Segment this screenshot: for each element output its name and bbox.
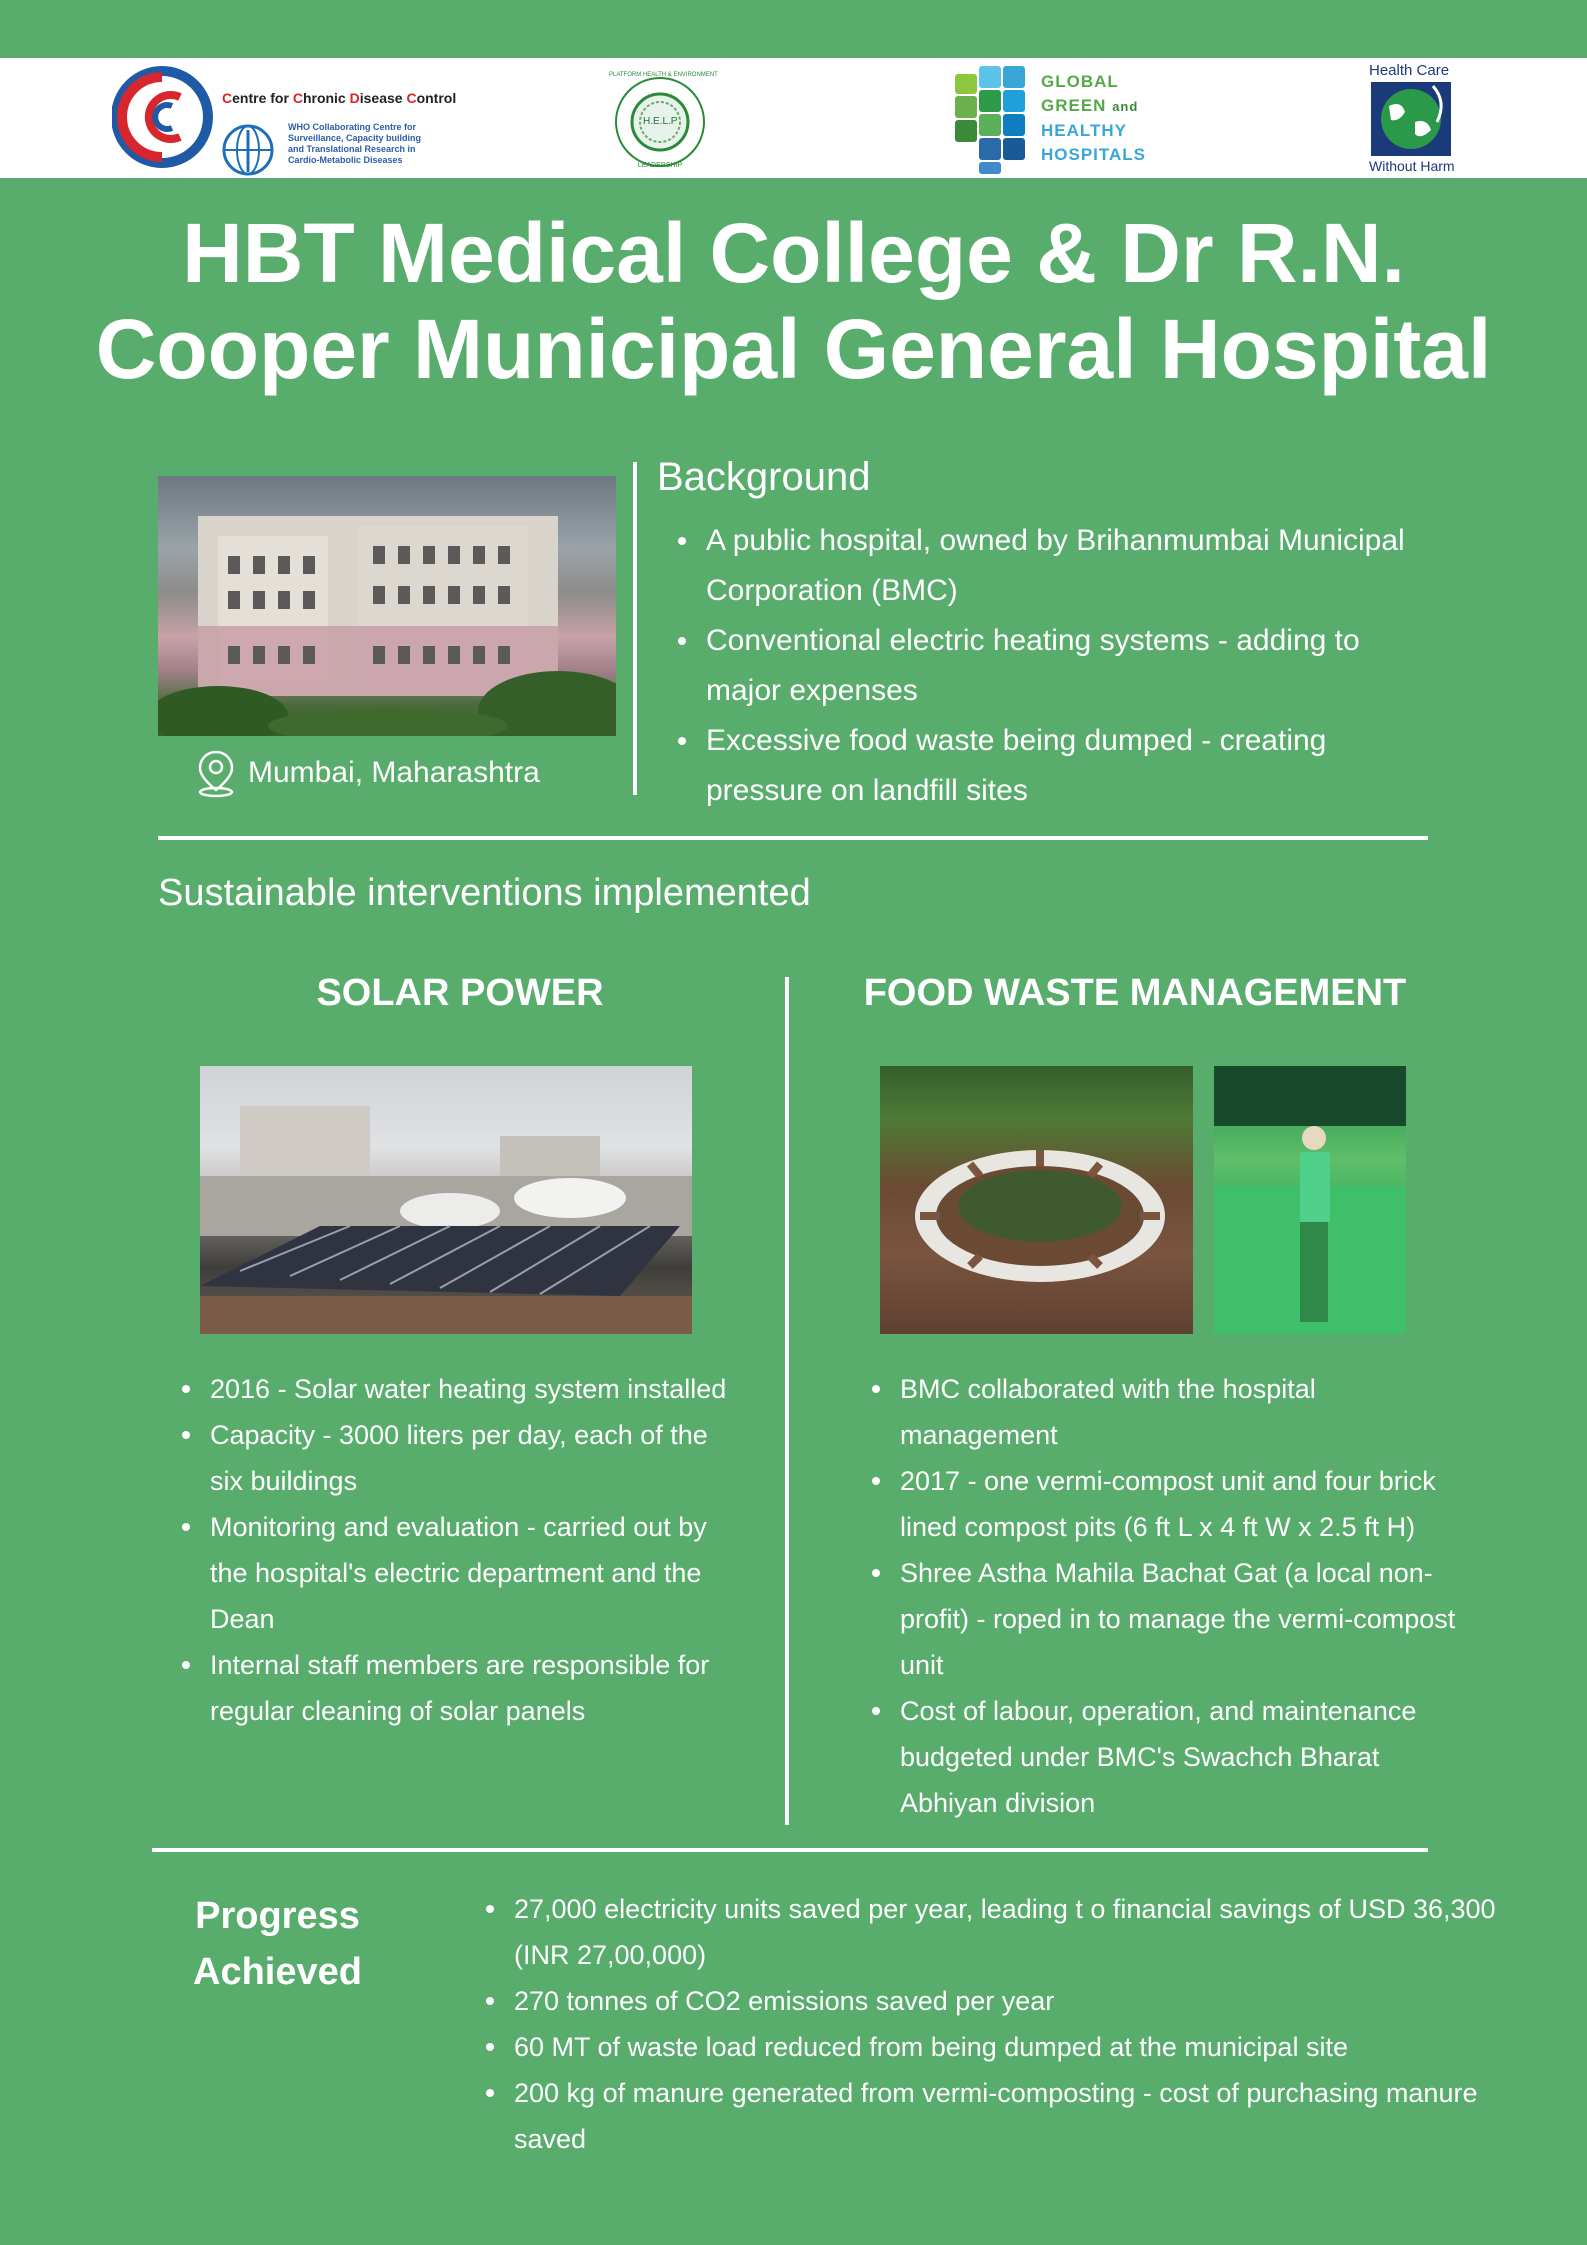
progress-title-line: Progress <box>195 1895 360 1937</box>
ccdc-name-p3: isease <box>359 90 407 106</box>
who-line: Cardio-Metabolic Diseases <box>288 155 403 165</box>
list-item: Conventional electric heating systems - adding to major expenses <box>672 616 1432 716</box>
location <box>196 748 540 798</box>
list-item: BMC collaborated with the hospital management <box>866 1366 1466 1458</box>
ccdc-logo <box>112 62 457 172</box>
progress-title-line: Achieved <box>193 1951 362 1993</box>
gghh-line2-word: GREEN <box>1041 96 1107 115</box>
map-pin-icon <box>196 748 236 798</box>
progress-title <box>170 1888 385 2000</box>
list-item: Monitoring and evaluation - carried out by the hospital's electric department and the Dean <box>176 1504 736 1642</box>
vermicompost-unit-photo <box>1214 1066 1406 1334</box>
ccdc-name-c4: C <box>406 90 417 106</box>
section-divider <box>158 836 1428 840</box>
gghh-text <box>1041 70 1146 167</box>
gghh-logo <box>955 64 1165 176</box>
list-item: Shree Astha Mahila Bachat Gat (a local non-profit) - roped in to manage the vermi-compost unit <box>866 1550 1466 1688</box>
interventions-heading: Sustainable interventions implemented <box>158 872 811 914</box>
list-item: 200 kg of manure generated from vermi-composting - cost of purchasing manure saved <box>480 2070 1500 2162</box>
help-ring-bottom: LEADERSHIP <box>637 162 683 169</box>
ccdc-name-c3: D <box>349 90 360 106</box>
list-item: 2016 - Solar water heating system installed <box>176 1366 736 1412</box>
list-item: Internal staff members are responsible for regular cleaning of solar panels <box>176 1642 736 1734</box>
progress-list <box>480 1886 1500 2162</box>
list-item: Excessive food waste being dumped - creating pressure on landfill sites <box>672 716 1432 816</box>
title-line: Cooper Municipal General Hospital <box>95 302 1492 396</box>
help-logo <box>605 72 718 172</box>
list-item: 60 MT of waste load reduced from being dumped at the municipal site <box>480 2024 1500 2070</box>
list-item: A public hospital, owned by Brihanmumbai Municipal Corporation (BMC) <box>672 516 1432 616</box>
list-item: 27,000 electricity units saved per year, leading t o financial savings of USD 36,300 (INR 27,00,000) <box>480 1886 1500 1978</box>
who-line: and Translational Research in <box>288 144 416 154</box>
who-emblem-icon <box>220 122 276 178</box>
food-list <box>866 1366 1466 1826</box>
solar-panels-photo <box>200 1066 692 1334</box>
list-item: 2017 - one vermi-compost unit and four brick lined compost pits (6 ft L x 4 ft W x 2.5 ft H) <box>866 1458 1466 1550</box>
hcwh-logo <box>1365 60 1480 178</box>
who-line: Surveillance, Capacity building <box>288 133 422 143</box>
gghh-line1: GLOBAL <box>1041 72 1119 91</box>
background-heading: Background <box>657 455 871 499</box>
page-title <box>40 205 1547 397</box>
gghh-line2-suffix: and <box>1112 99 1139 114</box>
location-text: Mumbai, Maharashtra <box>248 756 540 789</box>
who-line: WHO Collaborating Centre for <box>288 122 416 132</box>
solar-title: SOLAR POWER <box>316 972 604 1014</box>
gghh-line4: HOSPITALS <box>1041 145 1147 164</box>
ccdc-emblem-icon <box>112 62 222 172</box>
compost-pit-photo <box>880 1066 1193 1334</box>
background-list <box>672 516 1432 816</box>
gghh-line3: HEALTHY <box>1041 121 1128 140</box>
gghh-line2 <box>1041 94 1146 119</box>
ccdc-name <box>222 90 456 106</box>
section-divider <box>152 1848 1428 1852</box>
ccdc-name-c2: C <box>292 90 303 106</box>
ccdc-name-p1: entre for <box>232 90 293 106</box>
globe-stethoscope-icon <box>1371 82 1451 156</box>
ccdc-name-p2: hronic <box>302 90 350 106</box>
food-title: FOOD WASTE MANAGEMENT <box>863 972 1407 1014</box>
background-divider <box>633 462 637 795</box>
help-center-text: H.E.L.P <box>643 116 678 127</box>
hospital-building-photo <box>158 476 616 736</box>
ccdc-name-c1: C <box>222 90 233 106</box>
list-item: 270 tonnes of CO2 emissions saved per year <box>480 1978 1500 2024</box>
solar-list <box>176 1366 736 1734</box>
ccdc-name-p4: ontrol <box>416 90 457 106</box>
gghh-mosaic-icon <box>955 64 1027 176</box>
list-item: Capacity - 3000 liters per day, each of the six buildings <box>176 1412 736 1504</box>
column-divider <box>785 977 789 1825</box>
hcwh-top-text: Health Care <box>1369 62 1450 79</box>
hcwh-bottom-text: Without Harm <box>1369 158 1455 174</box>
who-text <box>288 122 421 166</box>
list-item: Cost of labour, operation, and maintenance budgeted under BMC's Swachch Bharat Abhiyan division <box>866 1688 1466 1826</box>
title-line: HBT Medical College & Dr R.N. <box>182 206 1405 300</box>
help-ring-top: PLATFORM HEALTH & ENVIRONMENT <box>609 72 718 78</box>
